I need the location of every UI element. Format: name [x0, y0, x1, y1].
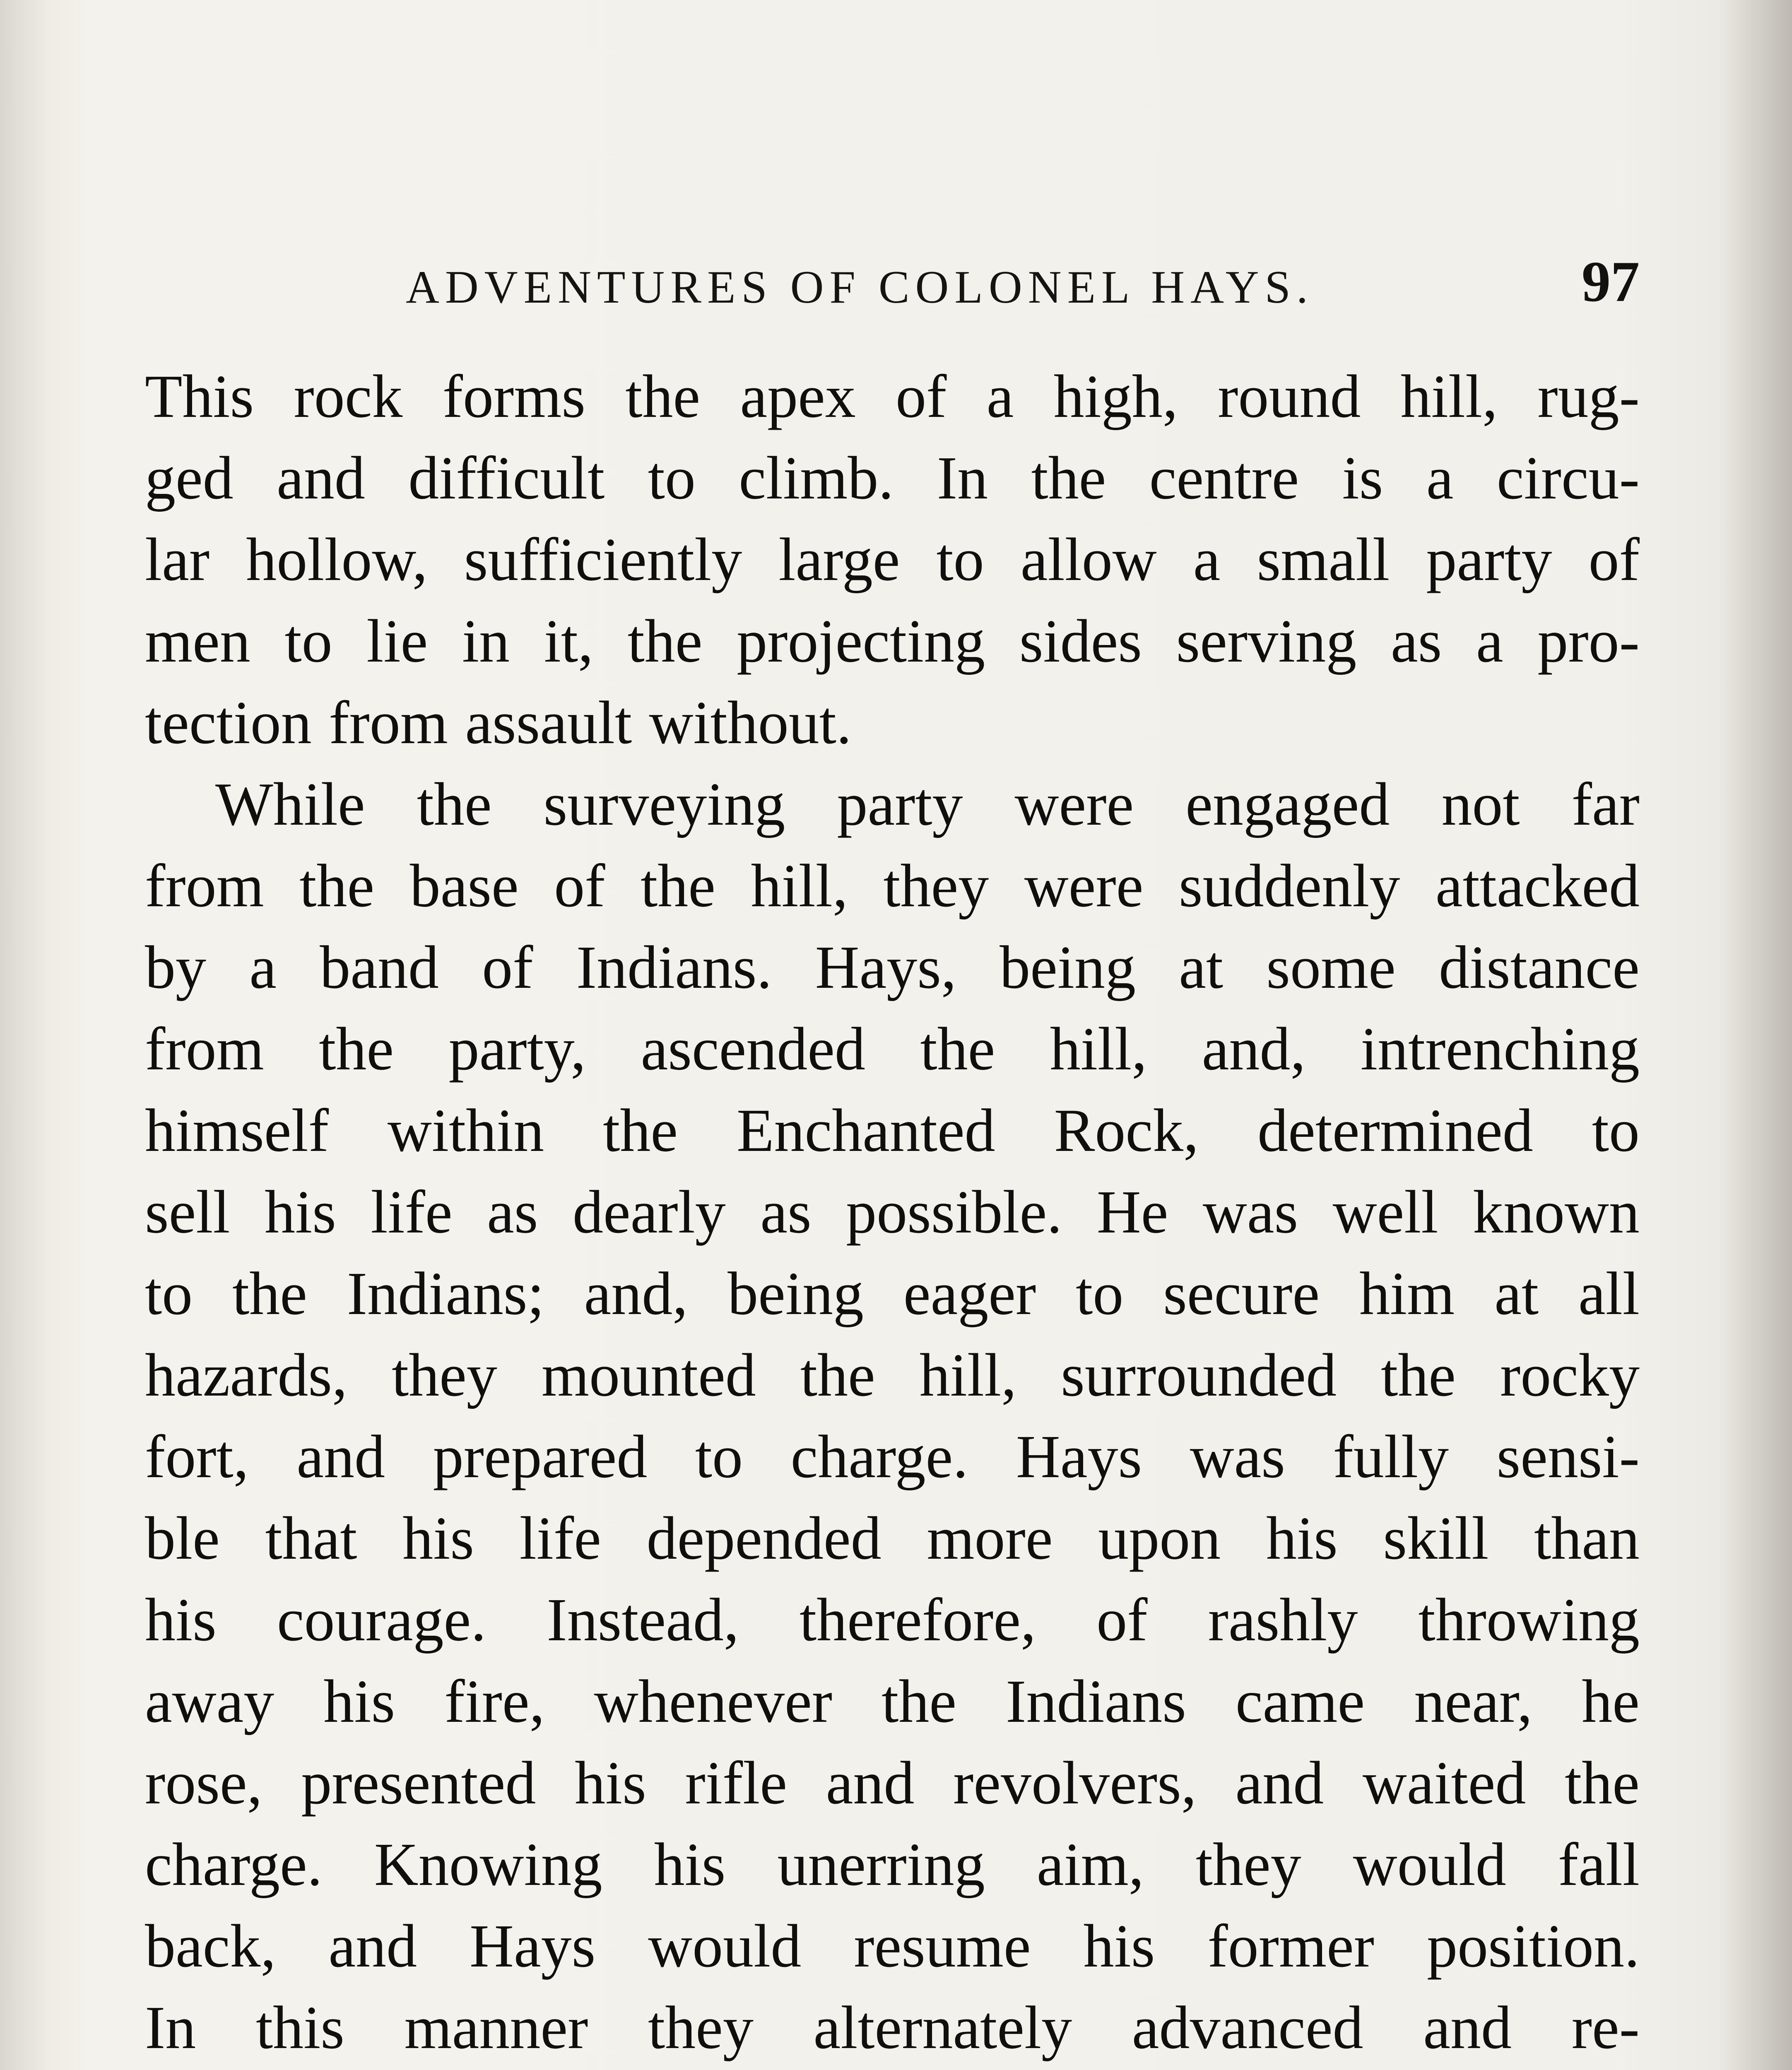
word: his: [402, 1504, 474, 1572]
word: hazards,: [145, 1341, 347, 1409]
word: and: [296, 1423, 385, 1491]
word: former: [1207, 1912, 1375, 1980]
word: difficult: [408, 444, 605, 512]
word: In: [145, 1994, 196, 2062]
word: engaged: [1185, 770, 1390, 838]
text-line: [145, 845, 1640, 927]
word: a: [249, 934, 277, 1001]
word: as: [1390, 607, 1442, 675]
text-line: [145, 927, 1640, 1009]
word: party: [1426, 526, 1552, 594]
word: high,: [1053, 363, 1178, 431]
word: lar: [145, 526, 210, 594]
word: as: [487, 1178, 538, 1246]
word: rashly: [1208, 1586, 1358, 1654]
word: presented: [301, 1749, 536, 1817]
word: and: [1235, 1749, 1324, 1817]
text-line: [145, 438, 1640, 519]
word: Hays: [470, 1912, 596, 1980]
word: Hays,: [815, 934, 956, 1001]
word: charge.: [790, 1423, 968, 1491]
word: sensi-: [1496, 1423, 1640, 1491]
text-line: [145, 1335, 1640, 1416]
word: more: [927, 1504, 1053, 1572]
word: waited: [1362, 1749, 1526, 1817]
word: Enchanted: [737, 1097, 995, 1165]
word: centre: [1149, 444, 1299, 512]
word: courage.: [277, 1586, 487, 1654]
word: and: [328, 1912, 417, 1980]
word: surrounded: [1061, 1341, 1337, 1409]
word: Rock,: [1054, 1097, 1199, 1165]
word: fall: [1558, 1831, 1640, 1899]
word: assault: [465, 689, 632, 757]
word: depended: [646, 1504, 882, 1572]
word: was: [1202, 1178, 1298, 1246]
word: a: [1476, 607, 1503, 675]
word: they: [1195, 1831, 1301, 1899]
word: well: [1332, 1178, 1438, 1246]
word: hill,: [751, 852, 848, 920]
word: a: [986, 363, 1014, 431]
word: him: [1359, 1260, 1455, 1328]
word: Hays: [1016, 1423, 1142, 1491]
page-header: [141, 244, 1640, 327]
word: and: [1423, 1994, 1512, 2062]
word: climb.: [739, 444, 894, 512]
word: sufficiently: [464, 526, 742, 594]
word: the: [1381, 1341, 1456, 1409]
word: some: [1266, 934, 1396, 1001]
text-line: [145, 1579, 1640, 1661]
word: lie: [366, 607, 428, 675]
body-text: [145, 356, 1640, 2070]
word: to: [936, 526, 984, 594]
word: of: [482, 934, 533, 1001]
word: by: [145, 934, 206, 1001]
word: intrenching: [1360, 1015, 1640, 1083]
word: ged: [145, 444, 234, 512]
word: pro-: [1537, 607, 1640, 675]
word: fully: [1333, 1423, 1449, 1491]
word: charge.: [145, 1831, 323, 1899]
word: and: [277, 444, 365, 512]
word: it,: [544, 607, 593, 675]
word: base: [409, 852, 519, 920]
word: possible.: [846, 1178, 1062, 1246]
word: this: [256, 1994, 344, 2062]
word: projecting: [737, 607, 985, 675]
word: the: [627, 607, 703, 675]
word: serving: [1176, 607, 1357, 675]
word: resume: [854, 1912, 1031, 1980]
word: known: [1473, 1178, 1640, 1246]
word: manner: [404, 1994, 588, 2062]
word: they: [648, 1994, 754, 2062]
word: distance: [1439, 934, 1640, 1001]
word: his: [575, 1749, 646, 1817]
word: away: [145, 1668, 275, 1735]
word: himself: [145, 1097, 329, 1165]
word: he: [1582, 1668, 1640, 1735]
word: being: [1000, 934, 1136, 1001]
word: than: [1534, 1504, 1640, 1572]
word: the: [417, 770, 492, 838]
word: and,: [584, 1260, 688, 1328]
word: hill,: [1050, 1015, 1147, 1083]
word: came: [1235, 1668, 1365, 1735]
word: that: [265, 1504, 357, 1572]
word: small: [1257, 526, 1390, 594]
word: without.: [649, 689, 852, 757]
word: at: [1179, 934, 1224, 1001]
word: prepared: [433, 1423, 648, 1491]
word: therefore,: [799, 1586, 1036, 1654]
word: as: [760, 1178, 812, 1246]
text-line: [145, 1906, 1640, 1987]
word: not: [1441, 770, 1520, 838]
word: whenever: [594, 1668, 833, 1735]
word: attacked: [1435, 852, 1640, 920]
word: fort,: [145, 1423, 249, 1491]
word: were: [1024, 852, 1144, 920]
word: from: [145, 1015, 264, 1083]
word: apex: [740, 363, 856, 431]
word: In: [937, 444, 988, 512]
word: round: [1218, 363, 1361, 431]
word: hill,: [919, 1341, 1017, 1409]
word: Indians.: [576, 934, 772, 1001]
word: the: [882, 1668, 956, 1735]
word: his: [1083, 1912, 1155, 1980]
word: his: [654, 1831, 726, 1899]
word: were: [1014, 770, 1134, 838]
word: alternately: [813, 1994, 1072, 2062]
word: of: [896, 363, 947, 431]
word: rocky: [1500, 1341, 1640, 1409]
word: determined: [1257, 1097, 1533, 1165]
word: a: [1193, 526, 1221, 594]
word: upon: [1098, 1504, 1221, 1572]
word: mounted: [541, 1341, 756, 1409]
word: in: [462, 607, 510, 675]
word: sides: [1019, 607, 1142, 675]
word: to: [145, 1260, 193, 1328]
text-line: [145, 601, 1640, 682]
text-line: [145, 356, 1640, 438]
word: the: [232, 1260, 307, 1328]
page-number: 97: [1582, 250, 1640, 314]
word: band: [320, 934, 439, 1001]
word: rug-: [1537, 363, 1640, 431]
word: large: [778, 526, 900, 594]
word: would: [1353, 1831, 1506, 1899]
word: the: [800, 1341, 875, 1409]
word: position.: [1427, 1912, 1640, 1980]
word: the: [319, 1015, 394, 1083]
word: circu-: [1496, 444, 1640, 512]
word: to: [1076, 1260, 1124, 1328]
text-line: [145, 682, 1640, 764]
word: of: [1096, 1586, 1148, 1654]
word: to: [1592, 1097, 1640, 1165]
word: his: [265, 1178, 336, 1246]
word: of: [1588, 526, 1640, 594]
word: fire,: [444, 1668, 545, 1735]
word: forms: [442, 363, 585, 431]
word: ble: [145, 1504, 220, 1572]
word: Indians: [1006, 1668, 1186, 1735]
word: Indians;: [347, 1260, 544, 1328]
word: re-: [1571, 1994, 1640, 2062]
word: party: [837, 770, 963, 838]
word: rifle: [685, 1749, 787, 1817]
word: and,: [1202, 1015, 1306, 1083]
text-line: [145, 1416, 1640, 1498]
word: rose,: [145, 1749, 263, 1817]
word: tection: [145, 689, 312, 757]
word: would: [648, 1912, 802, 1980]
word: eager: [903, 1260, 1036, 1328]
word: they: [883, 852, 989, 920]
word: they: [392, 1341, 497, 1409]
word: from: [145, 852, 264, 920]
word: to: [695, 1423, 743, 1491]
word: was: [1190, 1423, 1285, 1491]
word: at: [1494, 1260, 1539, 1328]
word: skill: [1383, 1504, 1489, 1572]
word: advanced: [1132, 1994, 1363, 2062]
word: the: [299, 852, 375, 920]
word: life: [519, 1504, 601, 1572]
text-line: [145, 1090, 1640, 1172]
running-head: ADVENTURES OF COLONEL HAYS.: [406, 262, 1314, 313]
word: to: [648, 444, 696, 512]
word: the: [641, 852, 715, 920]
text-line: [145, 1498, 1640, 1579]
word: the: [920, 1015, 995, 1083]
word: secure: [1163, 1260, 1320, 1328]
word: his: [323, 1668, 395, 1735]
word: far: [1571, 770, 1640, 838]
word: men: [145, 607, 250, 675]
word: Knowing: [374, 1831, 602, 1899]
word: to: [284, 607, 332, 675]
word: the: [1031, 444, 1106, 512]
word: sell: [145, 1178, 230, 1246]
word: revolvers,: [953, 1749, 1197, 1817]
word: hollow,: [246, 526, 428, 594]
text-line: [145, 1253, 1640, 1335]
word: allow: [1020, 526, 1157, 594]
text-line: [145, 1824, 1640, 1906]
word: from: [329, 689, 448, 757]
word: aim,: [1036, 1831, 1144, 1899]
word: hill,: [1400, 363, 1498, 431]
text-line: [145, 1987, 1640, 2069]
word: unerring: [777, 1831, 985, 1899]
word: the: [603, 1097, 678, 1165]
word: the: [1565, 1749, 1640, 1817]
word: a: [1426, 444, 1454, 512]
text-line: [145, 1743, 1640, 1824]
word: He: [1096, 1178, 1168, 1246]
word: near,: [1414, 1668, 1533, 1735]
text-line: [145, 1009, 1640, 1090]
word: being: [727, 1260, 864, 1328]
word: within: [387, 1097, 544, 1165]
text-line: [145, 519, 1640, 601]
word: the: [625, 363, 701, 431]
word: is: [1342, 444, 1383, 512]
word: dearly: [572, 1178, 726, 1246]
word: suddenly: [1178, 852, 1400, 920]
word: Instead,: [547, 1586, 739, 1654]
word: throwing: [1418, 1586, 1640, 1654]
word: and: [826, 1749, 915, 1817]
word: back,: [145, 1912, 276, 1980]
word: ascended: [641, 1015, 865, 1083]
word: rock: [294, 363, 403, 431]
word: of: [554, 852, 605, 920]
text-line: [145, 764, 1640, 845]
text-line: [145, 1172, 1640, 1253]
text-line: [145, 1661, 1640, 1743]
word: his: [145, 1586, 217, 1654]
word: This: [145, 363, 254, 431]
word: party,: [448, 1015, 586, 1083]
word: his: [1266, 1504, 1338, 1572]
word: surveying: [543, 770, 785, 838]
word: While: [215, 770, 365, 838]
word: all: [1578, 1260, 1640, 1328]
word: life: [371, 1178, 453, 1246]
